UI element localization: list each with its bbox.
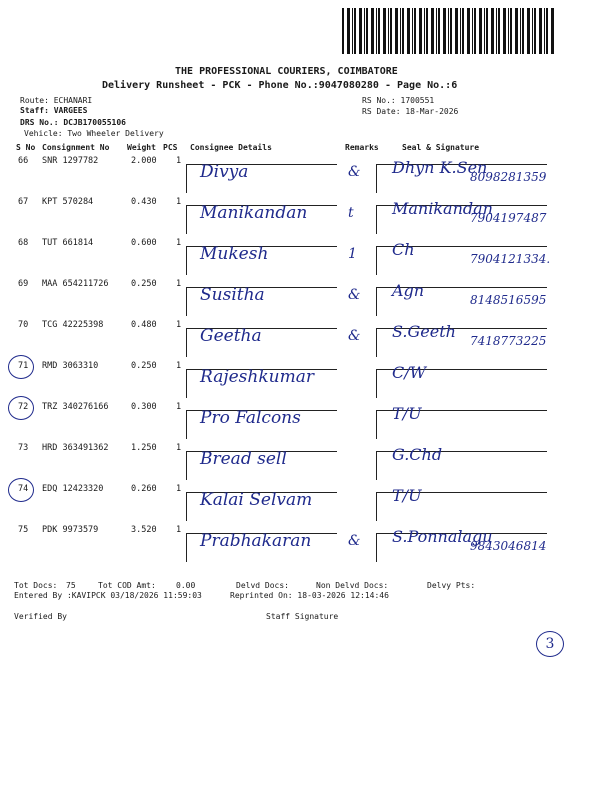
seal-signature-handwritten: G.Chd — [392, 445, 443, 464]
seal-signature-handwritten: Ch — [392, 240, 415, 259]
barcode-bar — [546, 8, 548, 54]
row-sno: 69 — [18, 279, 29, 289]
row-weight: 0.250 — [131, 279, 157, 289]
row-consignment-no: TRZ 340276166 — [42, 402, 109, 412]
seal-signature-handwritten: T/U — [392, 404, 422, 423]
row-weight: 0.480 — [131, 320, 157, 330]
row-sno: 66 — [18, 156, 29, 166]
seal-signature-handwritten: S.Geeth — [392, 322, 456, 341]
barcode-bar — [426, 8, 428, 54]
remark-handwritten: & — [348, 533, 361, 549]
seal-signature-handwritten: T/U — [392, 486, 422, 505]
barcode-bar — [366, 8, 368, 54]
remark-handwritten: & — [348, 164, 361, 180]
barcode-bar — [395, 8, 398, 54]
seal-signature-handwritten: C/W — [392, 363, 427, 382]
remark-handwritten: 1 — [348, 246, 357, 262]
barcode-bar — [378, 8, 380, 54]
consignee-handwritten-name: Mukesh — [200, 244, 269, 264]
row-sno: 67 — [18, 197, 29, 207]
row-weight: 0.600 — [131, 238, 157, 248]
barcode-bar — [424, 8, 425, 54]
barcode-bar — [342, 8, 344, 54]
staff-signature-label: Staff Signature — [266, 612, 339, 621]
row-pcs: 1 — [176, 320, 182, 330]
consignee-handwritten-name: Susitha — [200, 285, 265, 305]
row-weight: 0.250 — [131, 361, 157, 371]
row-weight: 0.260 — [131, 484, 157, 494]
barcode-bar — [522, 8, 524, 54]
barcode-bar — [407, 8, 410, 54]
barcode-bar — [486, 8, 488, 54]
barcode-bar — [431, 8, 434, 54]
row-consignment-no: EDQ 12423320 — [42, 484, 104, 494]
row-consignment-no: MAA 654211726 — [42, 279, 109, 289]
barcode-bar — [352, 8, 353, 54]
col-weight: Weight — [127, 143, 156, 152]
barcode-bar — [472, 8, 473, 54]
consignee-handwritten-name: Rajeshkumar — [200, 367, 314, 387]
seal-signature-handwritten: Dhyn K.Sen — [392, 158, 488, 177]
row-pcs: 1 — [176, 197, 182, 207]
barcode-bar — [520, 8, 521, 54]
route-label: Route: ECHANARI — [20, 96, 93, 105]
row-pcs: 1 — [176, 279, 182, 289]
barcode-bar — [498, 8, 500, 54]
seal-signature-handwritten: S.Ponnalagu — [392, 527, 493, 546]
barcode-bar — [443, 8, 446, 54]
barcode-bar — [462, 8, 464, 54]
page-circle-mark: 3 — [536, 631, 564, 657]
barcode-bar — [479, 8, 482, 54]
barcode-bar — [402, 8, 404, 54]
barcode-bar — [364, 8, 365, 54]
col-pcs: PCS — [163, 143, 178, 152]
barcode-bar — [455, 8, 458, 54]
staff-label: Staff: VARGEES — [20, 106, 88, 115]
phone-handwritten: 8098281359 — [470, 170, 547, 184]
barcode-bar — [388, 8, 389, 54]
col-remarks: Remarks — [345, 143, 379, 152]
barcode-bar — [400, 8, 401, 54]
barcode-bar — [448, 8, 449, 54]
delvd-docs-label: Delvd Docs: — [236, 581, 289, 590]
delvy-pts-label: Delvy Pts: — [427, 581, 476, 590]
row-pcs: 1 — [176, 156, 182, 166]
consignee-handwritten-name: Divya — [200, 162, 249, 182]
barcode-bar — [467, 8, 470, 54]
col-consignment: Consignment No — [42, 143, 110, 152]
tot-cod-value: 0.00 — [176, 581, 196, 590]
barcode-bar — [371, 8, 374, 54]
row-sno: 68 — [18, 238, 29, 248]
remark-handwritten: t — [348, 205, 354, 221]
tot-cod-label: Tot COD Amt: — [98, 581, 156, 590]
row-consignment-no: TCG 42225398 — [42, 320, 104, 330]
sno-circle-mark — [8, 355, 34, 379]
row-sno: 75 — [18, 525, 29, 535]
row-pcs: 1 — [176, 484, 182, 494]
row-pcs: 1 — [176, 361, 182, 371]
barcode-bar — [414, 8, 416, 54]
barcode-bar — [474, 8, 476, 54]
barcode-bar — [503, 8, 506, 54]
entered-by: Entered By :KAVIPCK 03/18/2026 11:59:03 — [14, 591, 202, 600]
phone-handwritten: 9843046814 — [470, 539, 547, 553]
row-sno: 70 — [18, 320, 29, 330]
barcode-bar — [390, 8, 392, 54]
seal-signature-handwritten: Agn — [392, 281, 425, 300]
phone-handwritten: 7904197487 — [470, 211, 547, 225]
barcode-bar — [527, 8, 530, 54]
barcode — [340, 6, 560, 56]
runsheet-subtitle: Delivery Runsheet - PCK - Phone No.:9047080280 - Page No.:6 — [102, 80, 458, 91]
drs-label: DRS No.: DCJB170055106 — [20, 118, 126, 127]
barcode-bar — [551, 8, 554, 54]
row-weight: 0.430 — [131, 197, 157, 207]
row-pcs: 1 — [176, 402, 182, 412]
sno-circle-mark — [8, 478, 34, 502]
phone-handwritten: 7904121334. — [470, 252, 551, 266]
verified-by-label: Verified By — [14, 612, 67, 621]
barcode-bar — [359, 8, 362, 54]
barcode-bar — [347, 8, 350, 54]
row-weight: 3.520 — [131, 525, 157, 535]
barcode-bar — [484, 8, 485, 54]
reprinted-on: Reprinted On: 18-03-2026 12:14:46 — [230, 591, 389, 600]
remark-handwritten: & — [348, 328, 361, 344]
row-consignment-no: PDK 9973579 — [42, 525, 99, 535]
row-sno: 71 — [18, 361, 29, 371]
row-pcs: 1 — [176, 443, 182, 453]
non-delvd-docs-label: Non Delvd Docs: — [316, 581, 389, 590]
consignee-handwritten-name: Kalai Selvam — [200, 490, 313, 510]
barcode-bar — [539, 8, 542, 54]
sno-circle-mark — [8, 396, 34, 420]
consignee-handwritten-name: Geetha — [200, 326, 262, 346]
barcode-bar — [508, 8, 509, 54]
barcode-bar — [544, 8, 545, 54]
rs-no-label: RS No.: 1700551 — [362, 96, 435, 105]
rs-date-label: RS Date: 18-Mar-2026 — [362, 107, 459, 116]
row-consignment-no: HRD 363491362 — [42, 443, 109, 453]
barcode-bar — [354, 8, 356, 54]
barcode-bar — [412, 8, 413, 54]
barcode-bar — [450, 8, 452, 54]
row-weight: 2.000 — [131, 156, 157, 166]
row-consignment-no: SNR 1297782 — [42, 156, 99, 166]
col-sno: S No — [16, 143, 36, 152]
row-consignment-no: TUT 661814 — [42, 238, 94, 248]
row-sno: 72 — [18, 402, 29, 412]
vehicle-label: Vehicle: Two Wheeler Delivery — [24, 129, 164, 138]
consignee-handwritten-name: Pro Falcons — [200, 408, 301, 428]
tot-docs-value: 75 — [66, 581, 76, 590]
col-consignee: Consignee Details — [190, 143, 272, 152]
row-sno: 73 — [18, 443, 29, 453]
barcode-bar — [376, 8, 377, 54]
row-pcs: 1 — [176, 238, 182, 248]
company-title: THE PROFESSIONAL COURIERS, COIMBATORE — [175, 66, 398, 77]
consignee-handwritten-name: Bread sell — [200, 449, 287, 469]
row-consignment-no: RMD 3063310 — [42, 361, 99, 371]
barcode-bar — [419, 8, 422, 54]
row-sno: 74 — [18, 484, 29, 494]
col-seal-signature: Seal & Signature — [402, 143, 480, 152]
barcode-bar — [383, 8, 386, 54]
row-weight: 0.300 — [131, 402, 157, 412]
remark-handwritten: & — [348, 287, 361, 303]
barcode-bar — [436, 8, 437, 54]
seal-signature-handwritten: Manikandan — [392, 199, 493, 218]
phone-handwritten: 8148516595 — [470, 293, 547, 307]
barcode-bar — [534, 8, 536, 54]
barcode-bar — [496, 8, 497, 54]
barcode-bar — [460, 8, 461, 54]
consignee-handwritten-name: Prabhakaran — [200, 531, 312, 551]
barcode-bar — [515, 8, 518, 54]
phone-handwritten: 7418773225 — [470, 334, 547, 348]
barcode-bar — [532, 8, 533, 54]
row-consignment-no: KPT 570284 — [42, 197, 94, 207]
row-weight: 1.250 — [131, 443, 157, 453]
row-pcs: 1 — [176, 525, 182, 535]
barcode-bar — [510, 8, 512, 54]
consignee-handwritten-name: Manikandan — [200, 203, 308, 223]
barcode-bar — [438, 8, 440, 54]
tot-docs-label: Tot Docs: — [14, 581, 58, 590]
barcode-bar — [491, 8, 494, 54]
